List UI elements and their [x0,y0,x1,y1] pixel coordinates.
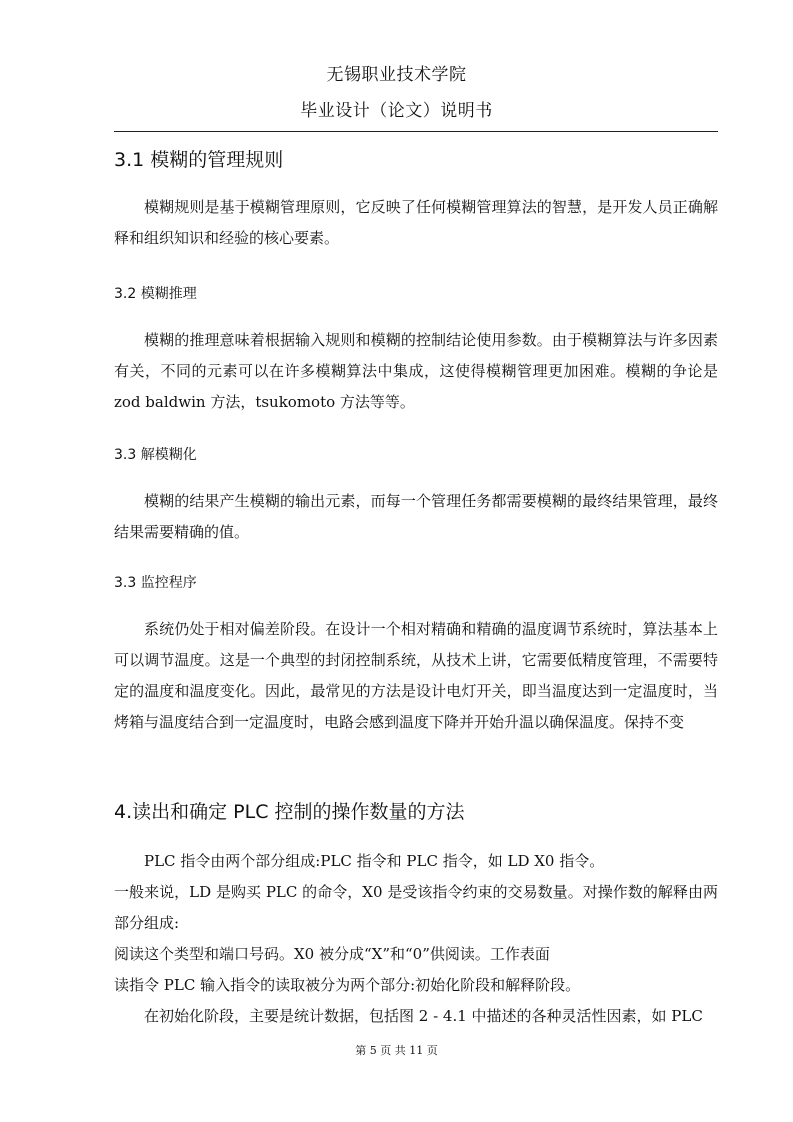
section-4-heading: 4.读出和确定 PLC 控制的操作数量的方法 [114,801,465,823]
section-4-line-2: 一般来说，LD 是购买 PLC 的命令，X0 是受该指令约束的交易数量。对操作数的解释由两部分组成: [114,883,718,932]
section-4-line-4: 读指令 PLC 输入指令的读取被分为两个部分:初始化阶段和解释阶段。 [114,976,581,994]
section-3-1-paragraph: 模糊规则是基于模糊管理原则，它反映了任何模糊管理算法的智慧，是开发人员正确解释和组织知识和经验的核心要素。 [114,198,718,247]
section-3-1-heading: 3.1 模糊的管理规则 [114,149,284,171]
header-rule [114,131,718,132]
section-3-3-paragraph: 模糊的结果产生模糊的输出元素，而每一个管理任务都需要模糊的最终结果管理，最终结果需要精确的值。 [114,492,718,541]
section-3-2-heading: 3.2 模糊推理 [114,286,197,302]
header-document-title: 毕业设计（论文）说明书 [300,101,493,121]
section-4-line-5: 在初始化阶段，主要是统计数据，包括图 2 - 4.1 中描述的各种灵活性因素，如 PLC [144,1007,703,1025]
section-3-3-heading: 3.3 解模糊化 [114,447,197,463]
section-monitor-heading: 3.3 监控程序 [114,575,197,591]
page-number-footer: 第 5 页 共 11 页 [355,1044,438,1057]
section-3-2-paragraph: 模糊的推理意味着根据输入规则和模糊的控制结论使用参数。由于模糊算法与许多因素有关，不同的元素可以在许多模糊算法中集成，这使得模糊管理更加困难。模糊的争论是 zod baldwin 方法，tsukomoto 方法等等。 [114,331,718,411]
section-4-line-3: 阅读这个类型和端口号码。X0 被分成“X”和“0”供阅读。工作表面 [114,945,550,963]
section-4-line-1: PLC 指令由两个部分组成:PLC 指令和 PLC 指令，如 LD X0 指令。 [144,852,605,870]
header-school-name: 无锡职业技术学院 [326,65,467,85]
section-monitor-paragraph: 系统仍处于相对偏差阶段。在设计一个相对精确和精确的温度调节系统时，算法基本上可以调节温度。这是一个典型的封闭控制系统，从技术上讲，它需要低精度管理，不需要特定的温度和温度变化。因此，最常见的方法是设计电灯开关，即当温度达到一定温度时，当烤箱与温度结合到一定温度时，电路会感到温度下降并开始升温以确保温度。保持不变 [114,620,718,731]
